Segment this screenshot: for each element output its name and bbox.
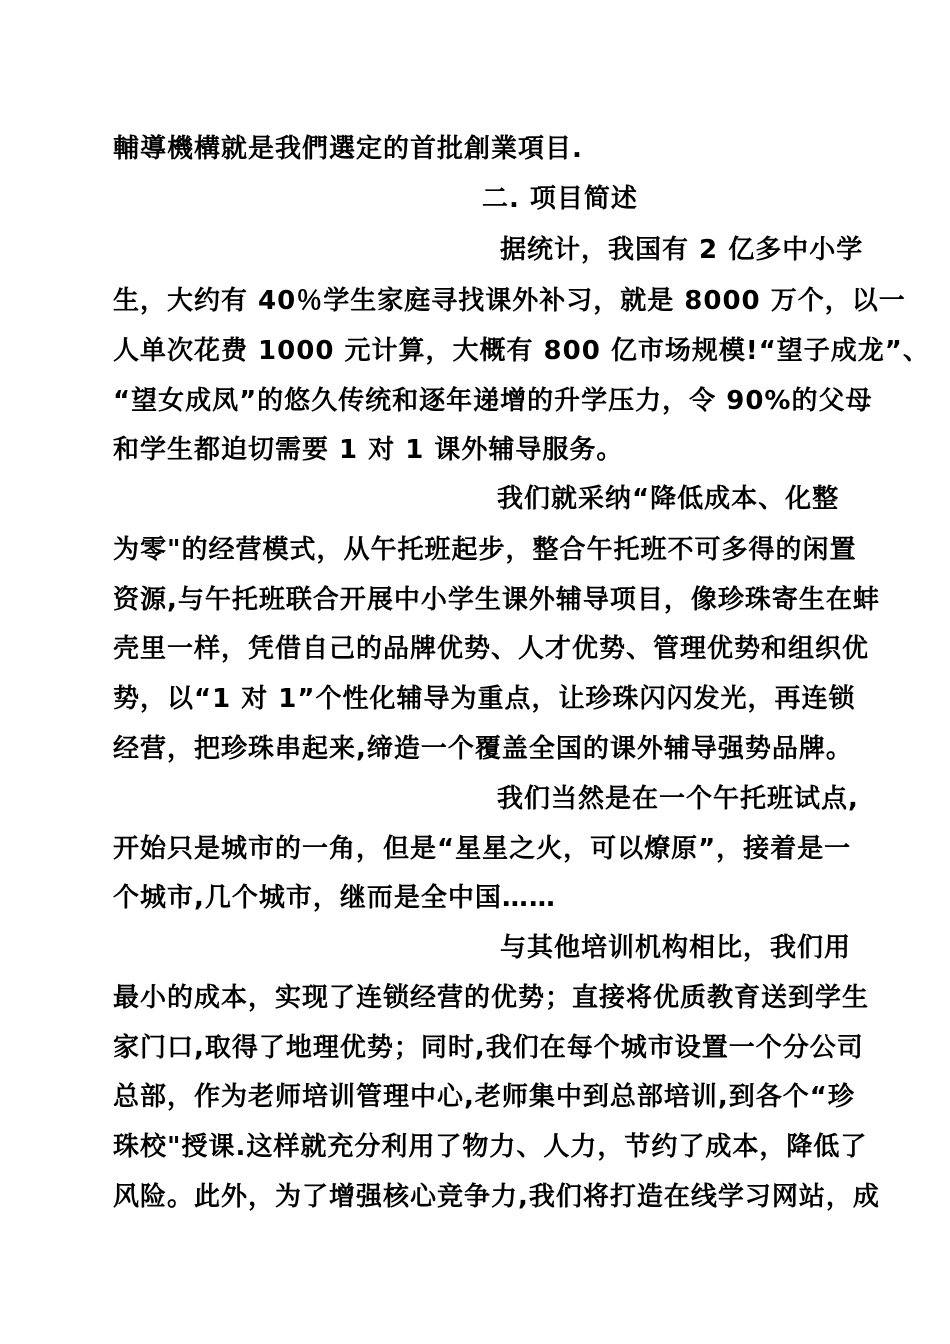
text-line: 和学生都迫切需要 1 对 1 课外辅导服务。	[113, 435, 624, 465]
text-line: 势，以“1 对 1”个性化辅导为重点，让珍珠闪闪发光，再连锁	[113, 684, 856, 714]
text-line: 壳里一样，凭借自己的品牌优势、人才优势、管理优势和组织优	[113, 634, 870, 664]
text-line: 生，大约有 40％学生家庭寻找课外补习，就是 8000 万个，以一	[113, 286, 906, 316]
text-line: 家门口,取得了地理优势；同时,我们在每个城市设置一个分公司	[113, 1033, 864, 1063]
text-line: 经营，把珍珠串起来,缔造一个覆盖全国的课外辅导强势品牌。	[113, 734, 853, 764]
text-line: 为零"的经营模式，从午托班起步，整合午托班不可多得的闲置	[113, 535, 857, 565]
section-heading: 二. 项目简述	[482, 184, 638, 214]
text-line: 与其他培训机构相比，我们用	[500, 933, 852, 963]
text-line: 人单次花费 1000 元计算，大概有 800 亿市场规模!“望子成龙”、	[113, 336, 930, 366]
text-line: 珠校"授课.这样就充分利用了物力、人力，节约了成本，降低了	[113, 1132, 868, 1162]
text-line: 个城市,几个城市，继而是全中国……	[113, 883, 556, 913]
text-line: 我们当然是在一个午托班试点,	[497, 784, 859, 814]
text-line: 輔導機構就是我們選定的首批創業項目.	[113, 134, 583, 164]
text-line: 据统计，我国有 2 亿多中小学	[500, 235, 864, 265]
text-line: 风险。此外，为了增强核心竞争力,我们将打造在线学习网站，成	[113, 1182, 880, 1212]
text-line: 资源,与午托班联合开展中小学生课外辅导项目，像珍珠寄生在蚌	[113, 585, 880, 615]
text-line: 开始只是城市的一角，但是“星星之火，可以燎原”，接着是一	[113, 834, 852, 864]
text-line: 我们就采纳“降低成本、化整	[497, 484, 840, 514]
text-line: “望女成凤”的悠久传统和逐年递增的升学压力，令 90%的父母	[113, 386, 873, 416]
text-line: 总部，作为老师培训管理中心,老师集中到总部培训,到各个“珍	[113, 1082, 855, 1112]
text-line: 最小的成本，实现了连锁经营的优势；直接将优质教育送到学生	[113, 983, 870, 1013]
